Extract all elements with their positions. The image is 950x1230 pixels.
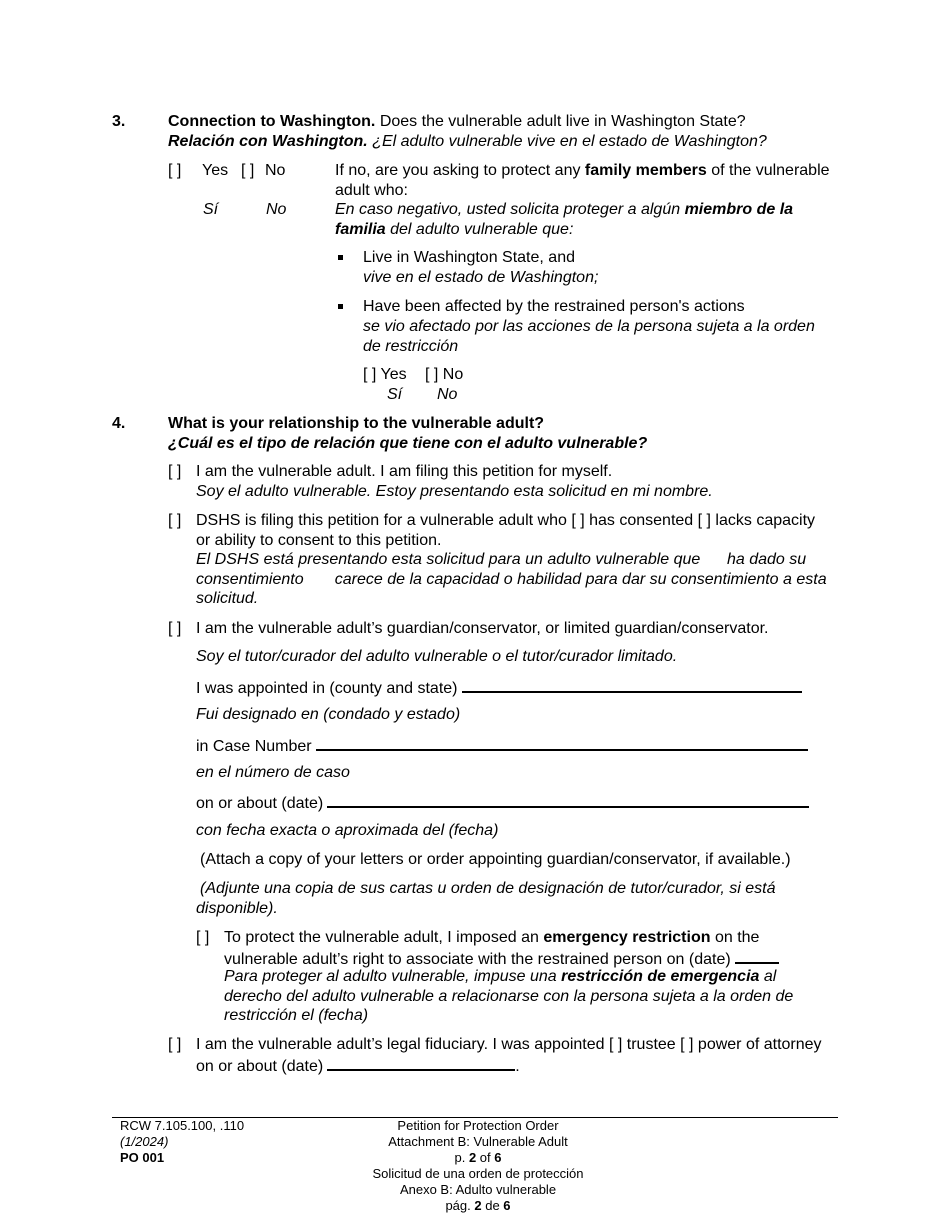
- footer-page-of-es: de: [481, 1198, 504, 1213]
- section-3-title-rest: Does the vulnerable adult live in Washington State?: [375, 113, 746, 130]
- self-petitioner-es: Soy el adulto vulnerable. Estoy presentando esta solicitud en mi nombre.: [196, 483, 713, 500]
- footer-page-number-es: 2: [474, 1198, 482, 1213]
- appointed-county-es: Fui designado en (condado y estado): [196, 706, 461, 723]
- attach-copy-en: (Attach a copy of your letters or order appointing guardian/conservator, if available.): [200, 851, 791, 868]
- case-number-row: [196, 735, 808, 757]
- emergency-date-field[interactable]: [735, 948, 779, 964]
- emergency-es-text-a: Para proteger al adulto vulnerable, impuse una: [224, 968, 562, 985]
- family-question-bold: family members: [584, 162, 707, 179]
- fiduciary-date-field[interactable]: [327, 1055, 515, 1071]
- footer-rcw: RCW 7.105.100, .110: [120, 1118, 245, 1133]
- bullet-2-es: se vio afectado por las acciones de la persona sujeta a la orden de restricción: [363, 318, 815, 355]
- emergency-restriction-checkbox[interactable]: [ ]: [196, 929, 210, 946]
- guardian-checkbox[interactable]: [ ]: [168, 620, 182, 637]
- emergency-restriction-en: [224, 928, 824, 969]
- appointed-date-es: con fecha exacta o aproximada del (fecha): [196, 822, 499, 839]
- fiduciary-text-b: trustee: [622, 1036, 681, 1053]
- family-question-es-text-b: del adulto vulnerable que:: [385, 220, 574, 238]
- footer-subtitle-en: Attachment B: Vulnerable Adult: [388, 1134, 568, 1149]
- footer-page-es: [348, 1198, 608, 1214]
- dshs-text-c: lacks capacity or ability to consent to this petition.: [196, 512, 816, 549]
- lives-in-wa-no-label: No: [265, 162, 286, 179]
- family-no-es-label: No: [437, 386, 458, 403]
- case-number-es: en el número de caso: [196, 764, 350, 781]
- dshs-checkbox[interactable]: [ ]: [168, 512, 182, 529]
- family-question-text-b: of the vulnerable adult who:: [335, 162, 830, 199]
- emergency-es-bold: restricción de emergencia: [561, 968, 760, 985]
- footer-revision: (1/2024): [120, 1134, 169, 1149]
- trustee-checkbox[interactable]: [ ]: [608, 1036, 623, 1053]
- self-petitioner-checkbox[interactable]: [ ]: [168, 463, 182, 480]
- footer-page-number: 2: [468, 1150, 477, 1165]
- emergency-bold: emergency restriction: [543, 929, 711, 946]
- footer-page-en: [348, 1150, 608, 1166]
- section-3-number: 3.: [112, 113, 126, 130]
- fiduciary-text-c: power of attorney on or about (date): [196, 1036, 822, 1075]
- guardian-en: I am the vulnerable adult’s guardian/conservator, or limited guardian/conservator.: [196, 620, 769, 637]
- family-question-es-text-a: En caso negativo, usted solicita proteger a algún: [335, 201, 685, 218]
- case-number-label: in Case Number: [196, 738, 312, 755]
- footer-page-total: 6: [494, 1150, 502, 1165]
- dshs-lacks-capacity-checkbox[interactable]: [ ]: [697, 512, 711, 529]
- bullet-1-es: vive en el estado de Washington;: [363, 269, 599, 286]
- fiduciary-checkbox[interactable]: [ ]: [168, 1036, 182, 1053]
- family-members-question: [335, 161, 830, 200]
- family-si-label: Sí: [387, 386, 403, 403]
- section-4-title-es: ¿Cuál es el tipo de relación que tiene con el adulto vulnerable?: [168, 435, 648, 452]
- lives-in-wa-no-checkbox[interactable]: [ ]: [241, 162, 255, 179]
- footer-page-of: of: [476, 1150, 495, 1165]
- guardian-es: Soy el tutor/curador del adulto vulnerable o el tutor/curador limitado.: [196, 648, 678, 665]
- emergency-text-a: To protect the vulnerable adult, I imposed an: [224, 929, 544, 946]
- lives-in-wa-yes-checkbox[interactable]: [ ]: [168, 162, 182, 179]
- footer-subtitle-es: Anexo B: Adulto vulnerable: [399, 1182, 557, 1197]
- lives-in-wa-si-label: Sí: [203, 201, 219, 218]
- appointed-date-field[interactable]: [327, 792, 809, 808]
- appointed-date-label: on or about (date): [196, 795, 324, 812]
- bullet-1-marker: [338, 255, 343, 260]
- footer-page-total-es: 6: [503, 1198, 511, 1213]
- appointed-county-row: [196, 677, 802, 699]
- footer-form-number: PO 001: [120, 1150, 165, 1165]
- emergency-restriction-es: [224, 967, 836, 1026]
- lives-in-wa-yes-label: Yes: [202, 162, 229, 179]
- section-4-number: 4.: [112, 415, 126, 432]
- footer-page-prefix: p.: [454, 1150, 469, 1165]
- fiduciary-en: [196, 1035, 826, 1076]
- attach-copy-es: (Adjunte una copia de sus cartas u orden de designación de tutor/curador, si está disponible).: [196, 880, 776, 917]
- section-4-title: What is your relationship to the vulnerable adult?: [168, 415, 545, 432]
- appointed-date-row: [196, 792, 809, 814]
- lives-in-wa-no-es-label: No: [266, 201, 287, 218]
- appointed-county-field[interactable]: [462, 677, 802, 693]
- family-members-question-es: [335, 200, 835, 239]
- fiduciary-period: .: [515, 1057, 520, 1075]
- dshs-consented-checkbox[interactable]: [ ]: [571, 512, 585, 529]
- bullet-1-en: Live in Washington State, and: [363, 249, 575, 266]
- family-question-text-a: If no, are you asking to protect any: [335, 162, 585, 179]
- dshs-text-b: has consented: [584, 512, 698, 529]
- dshs-text-a: DSHS is filing this petition for a vulnerable adult who: [196, 512, 572, 529]
- section-3-title-bold: Connection to Washington.: [168, 113, 376, 130]
- power-of-attorney-checkbox[interactable]: [ ]: [680, 1036, 694, 1053]
- section-3-title: [168, 112, 746, 132]
- footer-page-prefix-es: pág.: [445, 1198, 475, 1213]
- footer-title-en: Petition for Protection Order: [397, 1118, 559, 1133]
- family-no-checkbox[interactable]: [ ] No: [425, 366, 464, 383]
- emergency-text-b: on the vulnerable adult’s right to associate with the restrained person on (date): [224, 929, 760, 968]
- section-3-title-es-rest: ¿El adulto vulnerable vive en el estado de Washington?: [367, 133, 767, 150]
- footer-title-es: Solicitud de una orden de protección: [372, 1166, 584, 1181]
- dshs-en: [196, 511, 816, 550]
- bullet-2-en: Have been affected by the restrained person's actions: [363, 298, 745, 315]
- family-yes-checkbox[interactable]: [ ] Yes: [363, 366, 407, 383]
- emergency-es-text-b: al derecho del adulto vulnerable a relacionarse con la persona sujeta a la orden de restricción el (fecha): [224, 968, 794, 1025]
- dshs-es: El DSHS está presentando esta solicitud para un adulto vulnerable que ha dado su consentimiento carece de la capacidad o habilidad para dar su consentimiento a esta solicitud.: [196, 551, 832, 608]
- appointed-county-label: I was appointed in (county and state): [196, 680, 458, 697]
- section-3-title-es-bold: Relación con Washington.: [168, 133, 368, 150]
- case-number-field[interactable]: [316, 735, 808, 751]
- self-petitioner-en: I am the vulnerable adult. I am filing this petition for myself.: [196, 463, 613, 480]
- family-question-es-bold: miembro de la familia: [335, 201, 794, 238]
- fiduciary-text-a: I am the vulnerable adult’s legal fiduciary. I was appointed: [196, 1036, 609, 1053]
- section-3-title-es: [168, 132, 767, 152]
- bullet-2-marker: [338, 304, 343, 309]
